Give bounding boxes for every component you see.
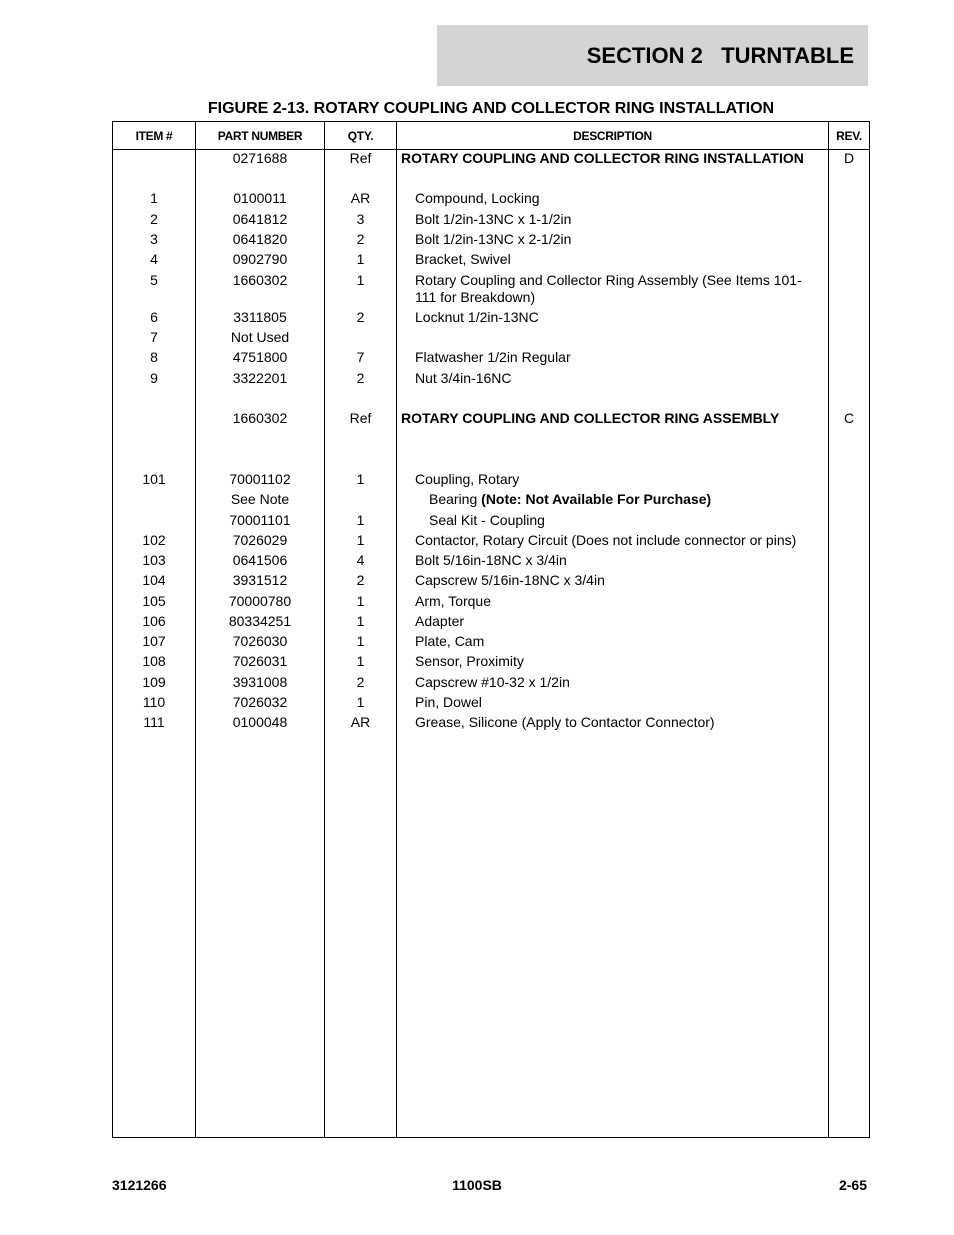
item-number: 110 bbox=[142, 694, 166, 710]
part-number: 0100048 bbox=[232, 714, 288, 730]
section-title: SECTION 2 TURNTABLE bbox=[586, 42, 854, 68]
part-number: 0641506 bbox=[232, 552, 288, 568]
item-number: 106 bbox=[142, 613, 166, 629]
col-header-item: ITEM # bbox=[135, 128, 173, 143]
item-number: 105 bbox=[142, 593, 166, 609]
quantity: AR bbox=[350, 714, 371, 730]
column-divider bbox=[396, 122, 397, 1137]
part-number: 4751800 bbox=[232, 349, 288, 365]
item-number: 101 bbox=[142, 471, 166, 487]
part-number: 70001102 bbox=[229, 471, 291, 487]
quantity: 2 bbox=[356, 370, 365, 386]
footer-model: 1100SB bbox=[452, 1177, 502, 1193]
description: Bracket, Swivel bbox=[415, 251, 511, 267]
description: Adapter bbox=[415, 613, 465, 629]
quantity: 1 bbox=[356, 471, 365, 487]
part-number: See Note bbox=[230, 491, 290, 507]
figure-title: FIGURE 2-13. ROTARY COUPLING AND COLLECTOR RING INSTALLATION bbox=[207, 100, 775, 117]
footer-page-number: 2-65 bbox=[838, 1177, 867, 1193]
item-number: 9 bbox=[150, 370, 158, 386]
part-number: 0641820 bbox=[232, 231, 288, 247]
description: ROTARY COUPLING AND COLLECTOR RING INSTALLATION bbox=[401, 150, 804, 166]
part-number: 7026032 bbox=[232, 694, 288, 710]
quantity: AR bbox=[350, 190, 371, 206]
quantity: 1 bbox=[356, 694, 365, 710]
part-number: 3322201 bbox=[232, 370, 288, 386]
item-number: 4 bbox=[150, 251, 158, 267]
description: Pin, Dowel bbox=[415, 694, 482, 710]
part-number: 70000780 bbox=[228, 593, 292, 609]
item-number: 6 bbox=[150, 309, 158, 325]
part-number: 70001101 bbox=[229, 512, 291, 528]
part-number: 3931008 bbox=[232, 674, 288, 690]
item-number: 104 bbox=[142, 572, 166, 588]
revision: C bbox=[843, 410, 855, 426]
quantity: Ref bbox=[349, 410, 372, 426]
item-number: 3 bbox=[150, 231, 158, 247]
description: Bolt 1/2in-13NC x 2-1/2in bbox=[415, 231, 572, 247]
description: ROTARY COUPLING AND COLLECTOR RING ASSEMBLY bbox=[401, 410, 780, 426]
description: Seal Kit - Coupling bbox=[429, 512, 545, 528]
description: Rotary Coupling and Collector Ring Assembly (See Items 101-111 for Breakdown) bbox=[415, 272, 802, 305]
quantity: 1 bbox=[356, 532, 365, 548]
part-number: 0641812 bbox=[232, 211, 288, 227]
quantity: 1 bbox=[356, 633, 365, 649]
quantity: 2 bbox=[356, 231, 365, 247]
item-number: 5 bbox=[150, 272, 158, 288]
part-number: 3311805 bbox=[233, 309, 287, 325]
col-header-qty: QTY. bbox=[347, 128, 374, 143]
description: Capscrew #10-32 x 1/2in bbox=[415, 674, 570, 690]
col-header-description: DESCRIPTION bbox=[573, 128, 652, 143]
section-banner bbox=[437, 25, 868, 86]
description: Nut 3/4in-16NC bbox=[415, 370, 512, 386]
quantity: 2 bbox=[356, 572, 365, 588]
description: Contactor, Rotary Circuit (Does not include connector or pins) bbox=[415, 532, 797, 548]
part-number: 3931512 bbox=[232, 572, 288, 588]
description-note: (Note: Not Available For Purchase) bbox=[481, 491, 712, 507]
quantity: 7 bbox=[356, 349, 365, 365]
part-number: 80334251 bbox=[228, 613, 292, 629]
quantity: 4 bbox=[356, 552, 365, 568]
description: Locknut 1/2in-13NC bbox=[415, 309, 539, 325]
col-header-part-number: PART NUMBER bbox=[217, 128, 303, 143]
description: Flatwasher 1/2in Regular bbox=[415, 349, 571, 365]
part-number: 1660302 bbox=[232, 410, 288, 426]
item-number: 7 bbox=[150, 329, 158, 345]
description: Bolt 5/16in-18NC x 3/4in bbox=[415, 552, 567, 568]
quantity: Ref bbox=[349, 150, 372, 166]
item-number: 109 bbox=[142, 674, 166, 690]
quantity: 2 bbox=[356, 309, 365, 325]
description: Capscrew 5/16in-18NC x 3/4in bbox=[415, 572, 605, 588]
part-number: 1660302 bbox=[232, 272, 288, 288]
column-divider bbox=[828, 122, 829, 1137]
quantity: 2 bbox=[356, 674, 365, 690]
item-number: 1 bbox=[150, 190, 158, 206]
part-number: 0902790 bbox=[232, 251, 288, 267]
quantity: 1 bbox=[356, 613, 365, 629]
description bbox=[401, 491, 827, 508]
quantity: 1 bbox=[356, 251, 365, 267]
part-number: 0100011 bbox=[233, 190, 287, 206]
description: Sensor, Proximity bbox=[415, 653, 524, 669]
description: Grease, Silicone (Apply to Contactor Connector) bbox=[415, 714, 715, 730]
part-number: 7026029 bbox=[232, 532, 288, 548]
parts-table bbox=[112, 121, 870, 1138]
item-number: 102 bbox=[142, 532, 166, 548]
part-number: 7026030 bbox=[232, 633, 288, 649]
col-header-rev: REV. bbox=[836, 128, 862, 143]
revision: D bbox=[843, 150, 855, 166]
description: Plate, Cam bbox=[415, 633, 485, 649]
item-number: 108 bbox=[142, 653, 166, 669]
description: Bolt 1/2in-13NC x 1-1/2in bbox=[415, 211, 572, 227]
quantity: 1 bbox=[356, 512, 365, 528]
footer-document-number: 3121266 bbox=[112, 1177, 167, 1193]
quantity: 3 bbox=[356, 211, 365, 227]
item-number: 2 bbox=[150, 211, 158, 227]
part-number: 0271688 bbox=[232, 150, 288, 166]
quantity: 1 bbox=[356, 653, 365, 669]
quantity: 1 bbox=[356, 593, 365, 609]
item-number: 103 bbox=[142, 552, 166, 568]
item-number: 107 bbox=[142, 633, 166, 649]
description: Arm, Torque bbox=[415, 593, 491, 609]
quantity: 1 bbox=[356, 272, 365, 288]
item-number: 111 bbox=[143, 714, 165, 730]
description: Compound, Locking bbox=[415, 190, 540, 206]
part-number: 7026031 bbox=[232, 653, 288, 669]
item-number: 8 bbox=[150, 349, 158, 365]
description-text: Bearing bbox=[429, 491, 478, 507]
part-number: Not Used bbox=[230, 329, 290, 345]
description: Coupling, Rotary bbox=[415, 471, 520, 487]
